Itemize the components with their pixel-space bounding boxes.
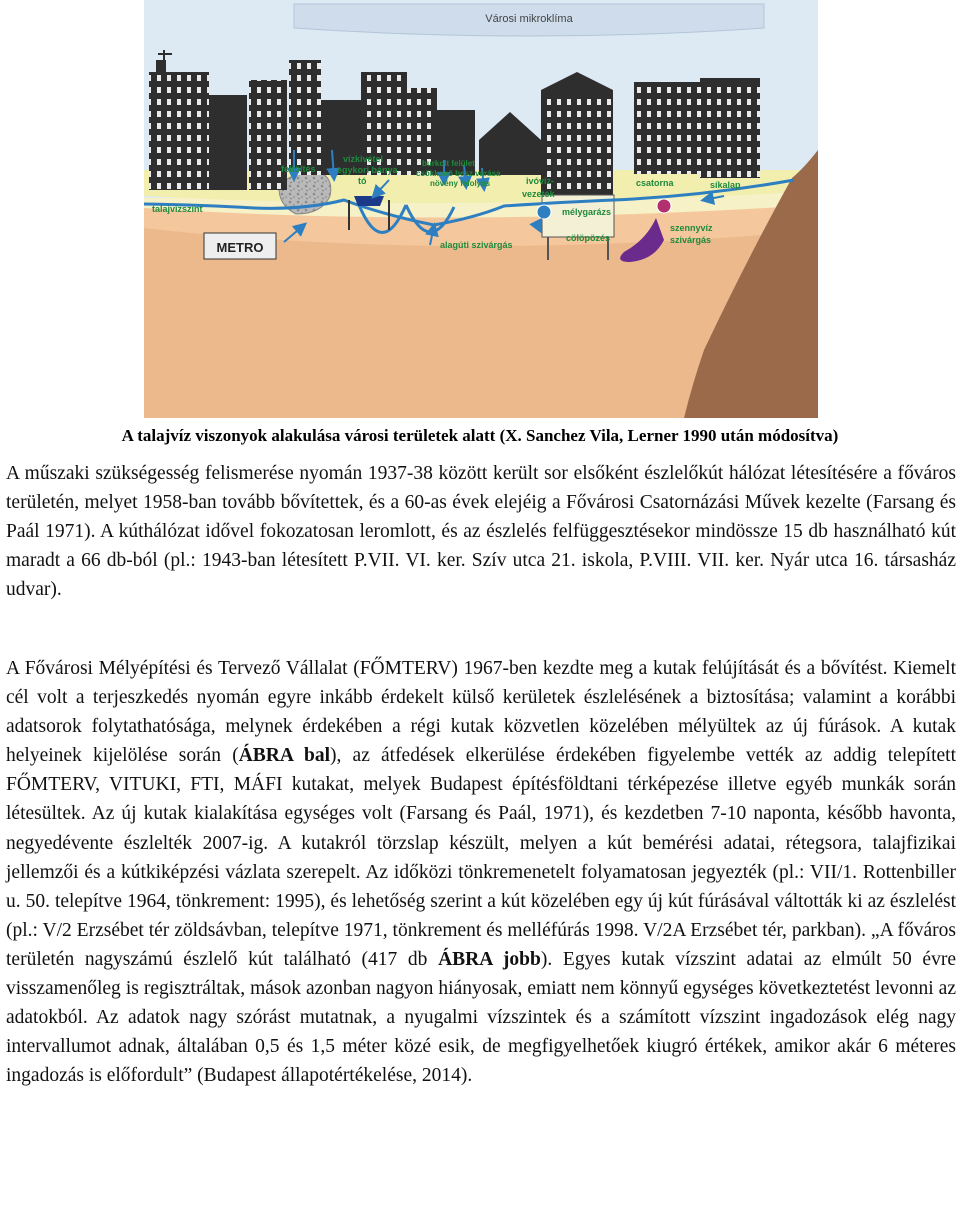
figure-caption: A talajvíz viszonyok alakulása városi területek alatt (X. Sanchez Vila, Lerner 1990 után módosítva) <box>121 426 839 445</box>
label-vizkivetel-3: tó <box>358 176 367 186</box>
metro-logo: METRO <box>216 240 264 255</box>
label-burkolt-2: csökkenő besz.várása <box>416 169 501 178</box>
paragraph-2-part-3: ). Egyes kutak vízszint adatai az elmúlt 50 évre visszamenőleg is regisztráltak, mások azonban nagyon hiányosak, emiatt nem könnyű egységes következtetést levonni az adatokból. Az adatok nagy szórást mutatnak, a nyugalmi vízszintek és a számított vízszint ingadozások elég nagy intervallumot adnak, általában 0,5 és 1,5 méter közé esik, de megfigyelhetőek kiugró értékek, amikor akár 6 méteres ingadozás is előfordult” (Budapest állapotértékelése, 2014). <box>6 948 956 1087</box>
label-feltoltes: feltöltés <box>281 164 316 174</box>
label-colopozes: cölöpözés <box>566 233 611 243</box>
label-burkolt-3: növény felolyás <box>430 179 491 188</box>
paragraph-2 <box>6 654 956 1090</box>
sewer-pipe <box>657 199 671 213</box>
label-talajviz: talajvízszint <box>152 204 203 214</box>
banner-title: Városi mikroklíma <box>485 13 573 25</box>
water-pipe <box>537 205 551 219</box>
figure-ref-left: ÁBRA bal <box>238 745 331 767</box>
label-szennyviz-2: szivárgás <box>670 235 712 245</box>
groundwater-diagram <box>144 0 818 418</box>
label-szennyviz-1: szennyvíz <box>670 223 713 233</box>
label-csatorna: csatorna <box>636 178 674 188</box>
label-vizkivetel-1: vízkivétel <box>343 154 384 164</box>
label-ivoviz-1: ivóvíz- <box>526 176 555 186</box>
label-alaguti: alagúti szivárgás <box>440 240 513 250</box>
groundwater-figure <box>144 0 818 418</box>
paragraph-2-part-1: A Fővárosi Mélyépítési és Tervező Vállalat (FŐMTERV) 1967-ben kezdte meg a kutak felújítását és a bővítést. Kiemelt cél volt a terjeszkedés nyomán egyre inkább érdekelt külső kerületek észlelésének a biztosítása; valamint a korábbi adatsorok folytathatósága, melynek érdekében a régi kutak közvetlen közelében mélyültek az új fúrások. A kutak helyeinek kijelölése során ( <box>6 658 956 767</box>
label-melygarazs: mélygarázs <box>562 207 612 217</box>
pond <box>354 196 384 206</box>
label-vizkivetel-2: egykori bánya <box>337 165 398 175</box>
label-ivoviz-2: vezeték <box>522 189 555 199</box>
figure-ref-right: ÁBRA jobb <box>438 948 541 970</box>
label-sikalap: síkalap <box>710 180 741 190</box>
paragraph-1: A műszaki szükségesség felismerése nyomán 1937-38 között került sor elsőként észlelőkút hálózat létesítésére a főváros területén, melyet 1958-ban tovább bővítettek, és a 60-as évek elejéig a Fővárosi Csatornázási Művek kezelte (Farsang és Paál 1971). A kúthálózat idővel fokozatosan leromlott, és az észlelés felfüggesztésekor mindössze 15 db használható kút maradt a 66 db-ból (pl.: 1943-ban létesített P.VII. VI. ker. Szív utca 21. iskola, P.VIII. VII. ker. Nyár utca 16. társasház udvar). <box>6 463 956 601</box>
label-burkolt-1: burkolt felület <box>422 159 475 168</box>
paragraph-2-part-2: ), az átfedések elkerülése érdekében figyelembe vették az addig telepített FŐMTERV, VITUKI, FTI, MÁFI kutakat, melyek Budapest építésföldtani térképezése illetve egyéb munkák során létesültek. Az új kutak kialakítása egységes volt (Farsang és Paál, 1971), és kezdetben 7-10 naponta, később havonta, negyedévente észlelték 2007-ig. A kutakról törzslap készült, melyen a kút bemérési adatai, rétegsora, talajfizikai jellemzői és a kútkiképzési vázlata szerepelt. Az időközi tönkremenetelt folyamatosan jegyezték (pl.: VII/1. Rottenbiller u. 50. telepítve 1964, tönkrement: 1995), és lehetőség szerint a kút közelében egy új kút fúrásával váltották ki az észlelést (pl.: V/2 Erzsébet tér zöldsávban, telepítve 1971, tönkrement és melléfúrás 1998. V/2A Erzsébet tér, parkban). „A főváros területén nagyszámú észlelő kút található (417 db <box>6 745 956 970</box>
